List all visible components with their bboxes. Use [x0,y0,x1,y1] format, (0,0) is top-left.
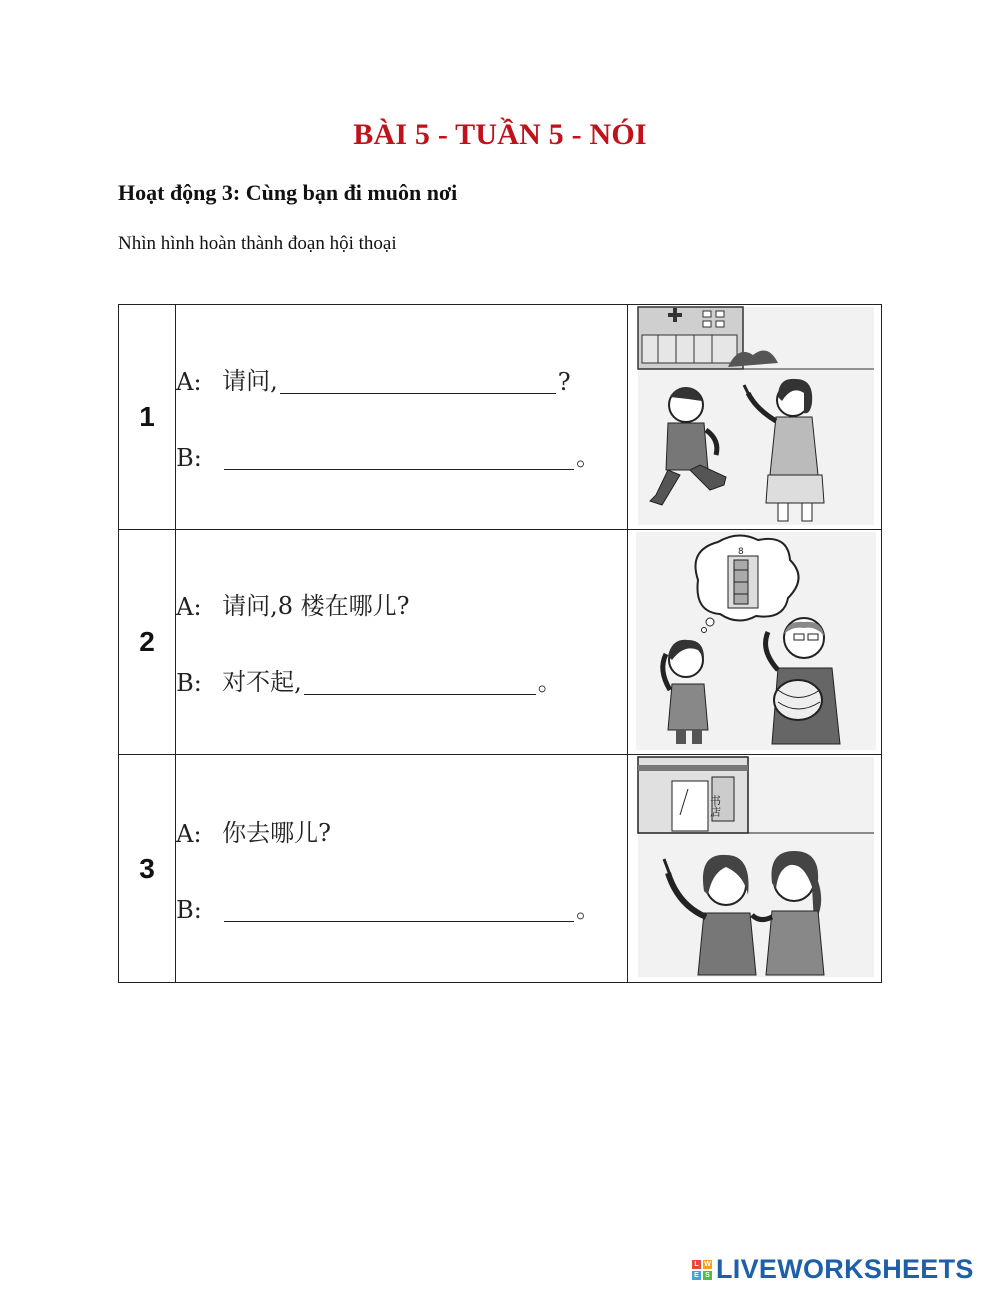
hospital-directions-illustration [628,305,880,529]
dialogue-cell [176,530,628,755]
line-a [176,814,627,848]
page-title: BÀI 5 - TUẦN 5 - NÓI [353,118,647,151]
line-b-end: 。 [576,894,601,923]
line-b-end: 。 [537,668,562,696]
picture-cell [628,530,882,755]
line-b [176,663,627,697]
logo-letter: E [692,1271,701,1280]
building-8-question-illustration [628,530,880,754]
logo-mark-icon [692,1260,712,1280]
row-number: 3 [119,755,176,983]
picture-cell [628,305,882,530]
answer-blank-3b[interactable] [224,899,574,922]
line-a-text: 你去哪儿? [222,818,332,847]
brand-name: LIVEWORKSHEETS [716,1254,974,1284]
dialogue-cell [176,305,628,530]
answer-blank-1b[interactable] [224,447,574,470]
bookstore-sign-label: 书店 [708,795,722,817]
line-a-text: 请问, [222,367,278,395]
activity-heading: Hoạt động 3: Cùng bạn đi muôn nơi [118,180,458,205]
instruction-text: Nhìn hình hoàn thành đoạn hội thoại [118,233,397,254]
row-number: 2 [119,530,176,755]
line-a-text: 请问,8 楼在哪儿? [222,592,410,620]
logo-letter: L [692,1260,701,1269]
row-number: 1 [119,305,176,530]
logo-letter: W [704,1260,711,1268]
speaker-a: A: [176,368,202,396]
exercise-row [119,755,882,983]
speaker-b: B: [176,444,202,472]
line-b-text: 对不起, [222,668,302,696]
picture-cell [628,755,882,983]
line-b [176,438,627,472]
bookstore-friends-illustration [628,755,880,982]
line-a-end: ? [557,368,571,396]
speaker-a: A: [176,819,202,848]
answer-blank-1a[interactable] [280,371,556,394]
dialogue-cell [176,755,628,983]
speaker-b: B: [176,669,202,697]
exercise-table [118,304,882,983]
exercise-row [119,305,882,530]
floor-sign-label: 8 [738,547,745,557]
speaker-a: A: [176,593,202,621]
line-a [176,362,627,396]
liveworksheets-logo [692,1254,974,1285]
logo-letter: S [703,1271,712,1280]
line-b [176,890,627,924]
speaker-b: B: [176,895,202,924]
line-a [176,587,627,621]
exercise-row [119,530,882,755]
answer-blank-2b[interactable] [304,672,536,695]
line-b-end: 。 [576,443,601,471]
